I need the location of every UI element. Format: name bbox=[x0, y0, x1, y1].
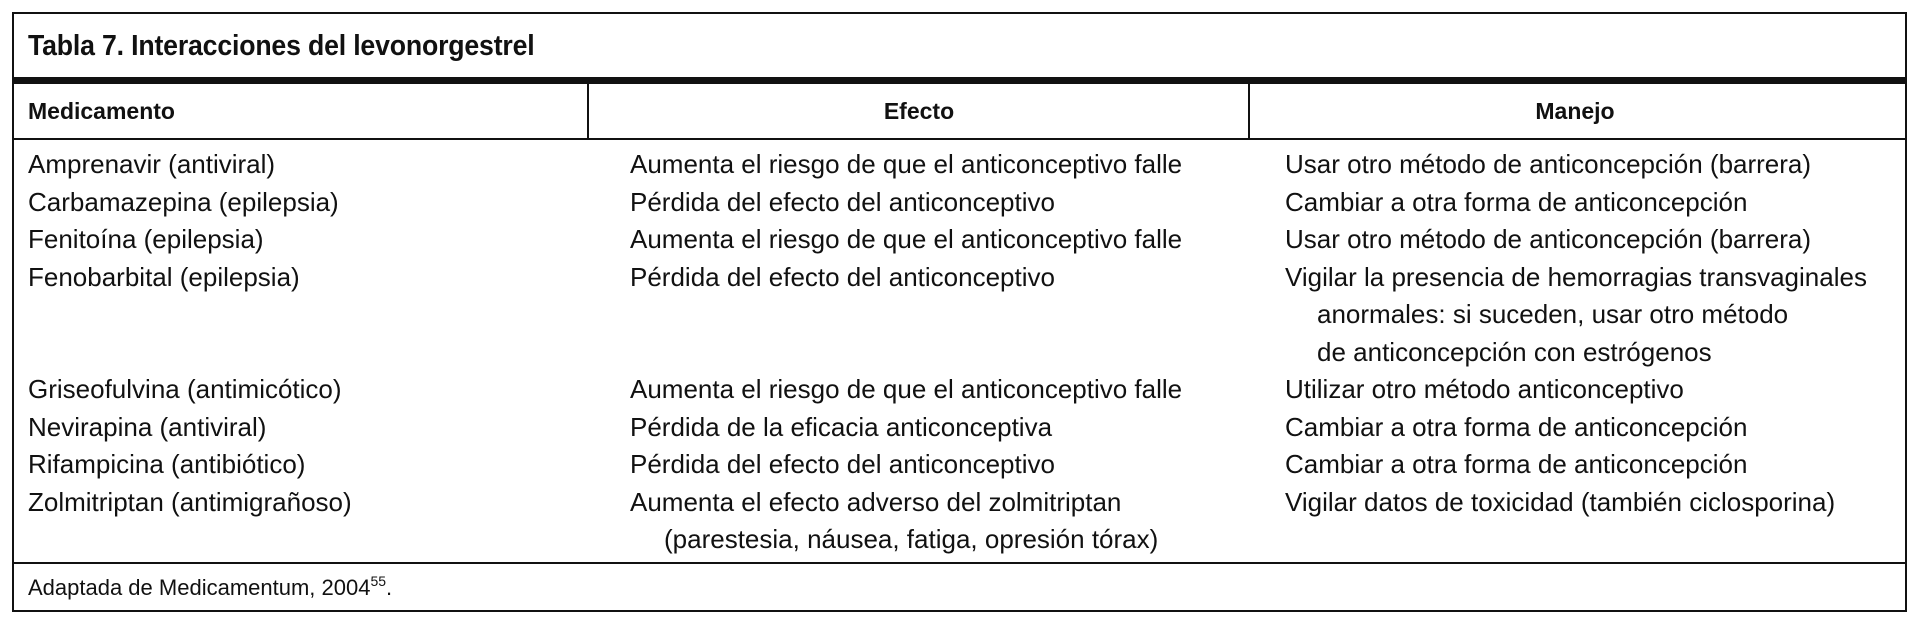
table-row bbox=[14, 221, 1905, 259]
cell-medicamento: Carbamazepina (epilepsia) bbox=[28, 186, 339, 217]
efecto-line: Aumenta el efecto adverso del zolmitriptan bbox=[630, 486, 1122, 517]
cell-manejo bbox=[1283, 409, 1905, 447]
footnote-suffix: . bbox=[386, 575, 393, 600]
manejo-line: Usar otro método de anticoncepción (barrera) bbox=[1285, 149, 1812, 179]
cell-efecto bbox=[628, 221, 1283, 259]
cell-efecto bbox=[628, 184, 1283, 222]
efecto-line: Pérdida de la eficacia anticonceptiva bbox=[630, 411, 1053, 442]
efecto-line: Pérdida del efecto del anticonceptivo bbox=[630, 186, 1055, 217]
cell-manejo bbox=[1283, 484, 1905, 559]
footer-rule bbox=[14, 562, 1905, 564]
efecto-line: Aumenta el riesgo de que el anticonceptivo falle bbox=[630, 149, 1183, 179]
cell-medicamento: Fenitoína (epilepsia) bbox=[28, 224, 264, 254]
cell-efecto bbox=[628, 409, 1283, 447]
manejo-line: Cambiar a otra forma de anticoncepción bbox=[1285, 449, 1748, 479]
footnote-text: Adaptada de Medicamentum, 2004 bbox=[28, 575, 371, 600]
cell-manejo bbox=[1283, 371, 1905, 409]
efecto-line: Pérdida del efecto del anticonceptivo bbox=[630, 449, 1055, 479]
efecto-line: Aumenta el riesgo de que el anticonceptivo falle bbox=[630, 224, 1183, 254]
table-row bbox=[14, 146, 1905, 184]
cell-efecto bbox=[628, 259, 1283, 372]
efecto-line: Aumenta el riesgo de que el anticonceptivo falle bbox=[630, 374, 1183, 404]
cell-manejo bbox=[1283, 221, 1905, 259]
efecto-line: Pérdida del efecto del anticonceptivo bbox=[630, 261, 1055, 292]
cell-medicamento: Rifampicina (antibiótico) bbox=[28, 449, 306, 479]
manejo-line: Utilizar otro método anticonceptivo bbox=[1285, 374, 1684, 404]
table-row bbox=[14, 259, 1905, 372]
cell-manejo bbox=[1283, 146, 1905, 184]
cell-medicamento: Nevirapina (antiviral) bbox=[28, 411, 267, 442]
cell-efecto bbox=[628, 146, 1283, 184]
table-row bbox=[14, 446, 1905, 484]
cell-medicamento: Griseofulvina (antimicótico) bbox=[28, 374, 342, 404]
table-footnote bbox=[28, 573, 392, 601]
cell-manejo bbox=[1283, 184, 1905, 222]
table-body bbox=[14, 146, 1905, 559]
cell-manejo bbox=[1283, 259, 1905, 372]
manejo-line: Cambiar a otra forma de anticoncepción bbox=[1285, 186, 1748, 217]
efecto-line: (parestesia, náusea, fatiga, opresión tórax) bbox=[664, 524, 1159, 554]
cell-medicamento: Amprenavir (antiviral) bbox=[28, 149, 276, 179]
manejo-line: de anticoncepción con estrógenos bbox=[1317, 336, 1712, 367]
table-header bbox=[14, 84, 1905, 140]
header-medicamento: Medicamento bbox=[28, 97, 175, 124]
cell-medicamento: Fenobarbital (epilepsia) bbox=[28, 261, 300, 292]
manejo-line: Cambiar a otra forma de anticoncepción bbox=[1285, 411, 1748, 442]
table-title: Tabla 7. Interacciones del levonorgestrel bbox=[28, 30, 535, 62]
header-efecto: Efecto bbox=[883, 97, 955, 124]
manejo-line: Usar otro método de anticoncepción (barrera) bbox=[1285, 224, 1812, 254]
manejo-line: Vigilar la presencia de hemorragias transvaginales bbox=[1285, 261, 1867, 292]
manejo-line: Vigilar datos de toxicidad (también ciclosporina) bbox=[1285, 486, 1836, 517]
table-row bbox=[14, 409, 1905, 447]
footnote-reference: 55 bbox=[370, 573, 387, 589]
table-row bbox=[14, 371, 1905, 409]
cell-efecto bbox=[628, 446, 1283, 484]
manejo-line: anormales: si suceden, usar otro método bbox=[1317, 299, 1789, 329]
header-manejo: Manejo bbox=[1535, 97, 1615, 124]
title-rule bbox=[14, 77, 1905, 84]
table-row bbox=[14, 184, 1905, 222]
cell-efecto bbox=[628, 371, 1283, 409]
cell-manejo bbox=[1283, 446, 1905, 484]
table-row bbox=[14, 484, 1905, 559]
cell-medicamento: Zolmitriptan (antimigrañoso) bbox=[28, 486, 352, 517]
table-frame bbox=[12, 12, 1907, 612]
cell-efecto bbox=[628, 484, 1283, 559]
